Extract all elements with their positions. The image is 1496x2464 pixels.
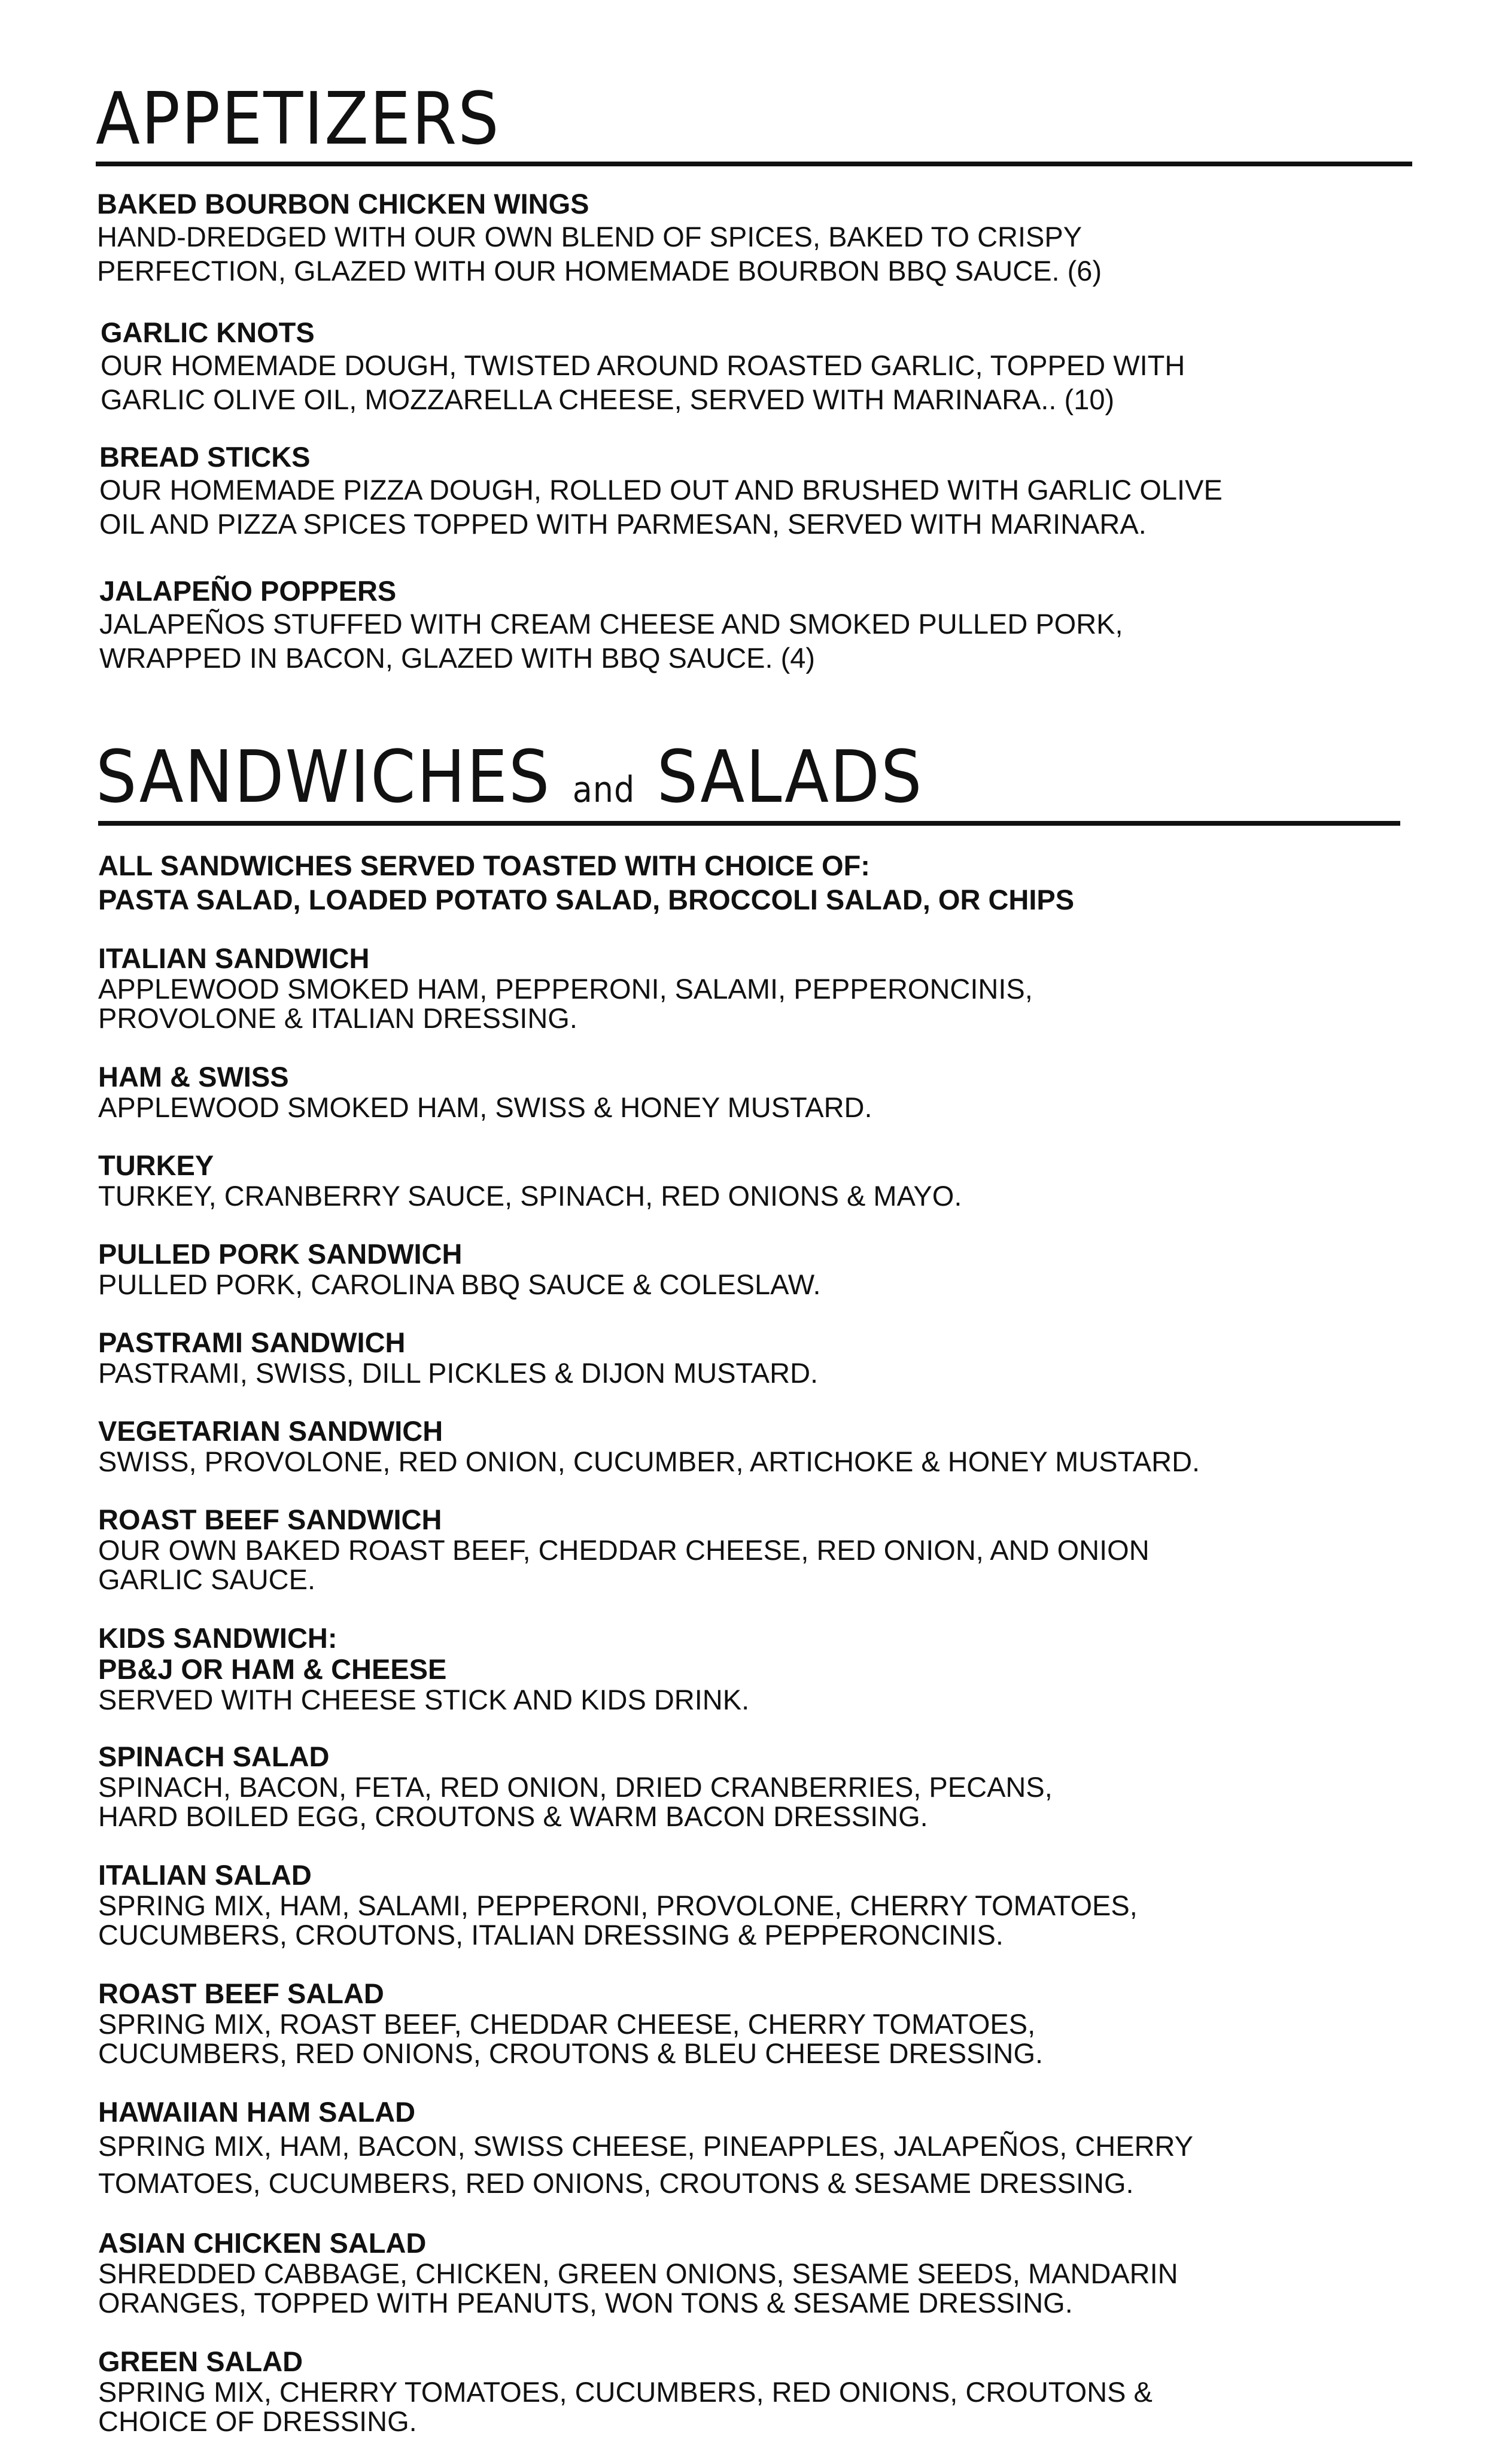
item-desc-line: CUCUMBERS, RED ONIONS, CROUTONS & BLEU CHEESE DRESSING.	[98, 2037, 1044, 2069]
item-name: HAWAIIAN HAM SALAD	[98, 2096, 416, 2128]
item-desc-line: TURKEY, CRANBERRY SAUCE, SPINACH, RED ONIONS & MAYO.	[98, 1180, 962, 1212]
item-desc-line: ORANGES, TOPPED WITH PEANUTS, WON TONS & SESAME DRESSING.	[98, 2287, 1073, 2319]
menu-item	[98, 1860, 1415, 1949]
menu-item	[97, 188, 1413, 288]
note-line: PASTA SALAD, LOADED POTATO SALAD, BROCCOLI SALAD, OR CHIPS	[98, 884, 1075, 915]
item-name: TURKEY	[98, 1149, 214, 1181]
item-name: BAKED BOURBON CHICKEN WINGS	[97, 188, 589, 220]
item-desc-line: CHOICE OF DRESSING.	[98, 2405, 417, 2437]
note-line: ALL SANDWICHES SERVED TOASTED WITH CHOICE OF:	[98, 850, 870, 881]
item-desc-line: SPRING MIX, HAM, BACON, SWISS CHEESE, PINEAPPLES, JALAPEÑOS, CHERRY	[98, 2130, 1193, 2162]
item-desc-line: SPRING MIX, HAM, SALAMI, PEPPERONI, PROVOLONE, CHERRY TOMATOES,	[98, 1890, 1138, 1921]
item-desc-line: GARLIC OLIVE OIL, MOZZARELLA CHEESE, SERVED WITH MARINARA.. (10)	[101, 384, 1115, 415]
item-name: ASIAN CHICKEN SALAD	[98, 2227, 427, 2259]
item-name: JALAPEÑO POPPERS	[99, 575, 397, 607]
item-name: PASTRAMI SANDWICH	[98, 1327, 406, 1358]
item-desc-line: HARD BOILED EGG, CROUTONS & WARM BACON DRESSING.	[98, 1800, 928, 1832]
sandwiches-title-part1: SANDWICHES	[96, 736, 551, 819]
item-name: ITALIAN SANDWICH	[98, 942, 370, 974]
item-desc-line: SWISS, PROVOLONE, RED ONION, CUCUMBER, ARTICHOKE & HONEY MUSTARD.	[98, 1446, 1200, 1477]
item-desc-line: GARLIC SAUCE.	[98, 1563, 316, 1595]
item-desc-line: PERFECTION, GLAZED WITH OUR HOMEMADE BOURBON BBQ SAUCE. (6)	[97, 255, 1102, 287]
menu-item	[98, 1416, 1415, 1476]
menu-item	[98, 1327, 1415, 1388]
item-name: ROAST BEEF SANDWICH	[98, 1504, 442, 1535]
item-desc-line: APPLEWOOD SMOKED HAM, PEPPERONI, SALAMI, PEPPERONCINIS,	[98, 973, 1033, 1005]
menu-item	[99, 576, 1416, 675]
sandwiches-rule	[98, 821, 1400, 826]
sandwiches-title-part2: SALADS	[656, 736, 923, 819]
item-desc-line: PROVOLONE & ITALIAN DRESSING.	[98, 1002, 577, 1034]
item-desc-line: CUCUMBERS, CROUTONS, ITALIAN DRESSING & PEPPERONCINIS.	[98, 1919, 1004, 1951]
item-desc-line: OUR OWN BAKED ROAST BEEF, CHEDDAR CHEESE, RED ONION, AND ONION	[98, 1534, 1150, 1566]
item-name: ROAST BEEF SALAD	[98, 1978, 384, 2009]
item-name: GREEN SALAD	[98, 2346, 303, 2377]
item-desc-line: SHREDDED CABBAGE, CHICKEN, GREEN ONIONS, SESAME SEEDS, MANDARIN	[98, 2258, 1178, 2289]
item-name: GARLIC KNOTS	[101, 317, 315, 348]
item-desc-line: OUR HOMEMADE DOUGH, TWISTED AROUND ROASTED GARLIC, TOPPED WITH	[101, 349, 1185, 381]
item-name: SPINACH SALAD	[98, 1741, 330, 1772]
item-name: HAM & SWISS	[98, 1061, 289, 1093]
menu-item	[98, 2346, 1415, 2436]
menu-item	[101, 317, 1417, 416]
item-desc-line: OUR HOMEMADE PIZZA DOUGH, ROLLED OUT AND BRUSHED WITH GARLIC OLIVE	[99, 474, 1223, 506]
item-name: KIDS SANDWICH:	[98, 1622, 337, 1654]
item-desc-line: APPLEWOOD SMOKED HAM, SWISS & HONEY MUSTARD.	[98, 1091, 872, 1123]
menu-item	[98, 1150, 1415, 1210]
item-desc-line: PASTRAMI, SWISS, DILL PICKLES & DIJON MUSTARD.	[98, 1357, 819, 1389]
item-desc-line: HAND-DREDGED WITH OUR OWN BLEND OF SPICES, BAKED TO CRISPY	[97, 221, 1083, 253]
item-desc-line: PULLED PORK, CAROLINA BBQ SAUCE & COLESLAW.	[98, 1268, 821, 1300]
menu-item	[98, 1061, 1415, 1122]
item-name-2: PB&J OR HAM & CHEESE	[98, 1653, 447, 1685]
item-name: BREAD STICKS	[99, 441, 311, 473]
menu-item	[98, 1239, 1415, 1299]
sandwiches-note	[98, 848, 1415, 917]
item-desc-line: WRAPPED IN BACON, GLAZED WITH BBQ SAUCE. (4)	[99, 642, 816, 674]
item-name: VEGETARIAN SANDWICH	[98, 1415, 443, 1447]
item-desc-line: OIL AND PIZZA SPICES TOPPED WITH PARMESAN, SERVED WITH MARINARA.	[99, 508, 1147, 540]
item-desc-line: TOMATOES, CUCUMBERS, RED ONIONS, CROUTONS & SESAME DRESSING.	[98, 2167, 1134, 2199]
item-desc-line: SPRING MIX, CHERRY TOMATOES, CUCUMBERS, RED ONIONS, CROUTONS &	[98, 2376, 1153, 2408]
menu-item	[98, 1504, 1415, 1594]
sandwiches-title-and: and	[572, 769, 636, 811]
menu-item	[98, 943, 1415, 1033]
item-desc-line: SPRING MIX, ROAST BEEF, CHEDDAR CHEESE, CHERRY TOMATOES,	[98, 2008, 1036, 2040]
menu-item	[99, 442, 1416, 541]
menu-item	[98, 2097, 1415, 2202]
sandwiches-title	[96, 736, 923, 819]
item-desc-line: SPINACH, BACON, FETA, RED ONION, DRIED CRANBERRIES, PECANS,	[98, 1771, 1053, 1803]
item-desc-line: SERVED WITH CHEESE STICK AND KIDS DRINK.	[98, 1684, 750, 1715]
item-name: PULLED PORK SANDWICH	[98, 1238, 463, 1270]
menu-item	[98, 1623, 1415, 1714]
appetizers-rule	[96, 162, 1412, 166]
appetizers-title: APPETIZERS	[96, 78, 500, 161]
menu-item	[98, 1741, 1415, 1831]
menu-item	[98, 1978, 1415, 2068]
item-name: ITALIAN SALAD	[98, 1859, 312, 1891]
item-desc-line: JALAPEÑOS STUFFED WITH CREAM CHEESE AND SMOKED PULLED PORK,	[99, 608, 1123, 640]
menu-item	[98, 2228, 1415, 2317]
